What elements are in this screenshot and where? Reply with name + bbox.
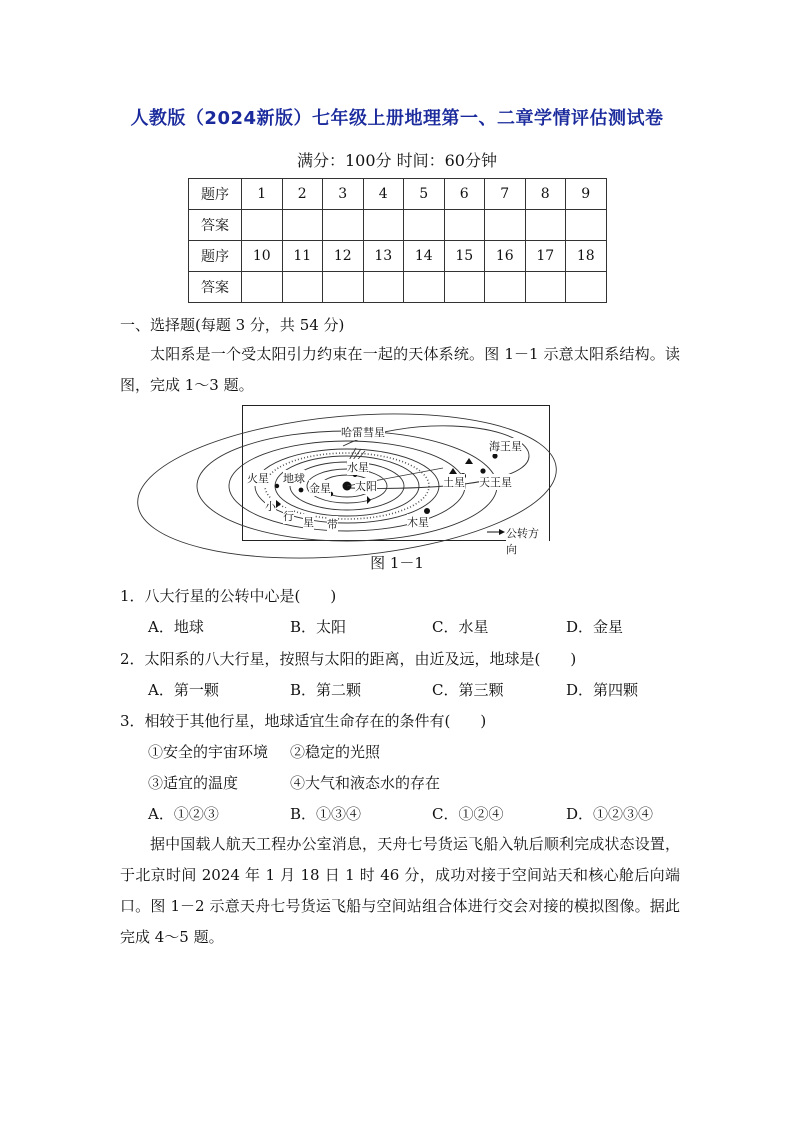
- label-neptune: 海王星: [489, 440, 522, 453]
- question-stem: 2．太阳系的八大行星，按照与太阳的距离，由近及远，地球是( ): [120, 650, 577, 668]
- question-number: 1: [242, 179, 283, 210]
- answer-cell[interactable]: [363, 272, 404, 303]
- answer-cell[interactable]: [525, 272, 566, 303]
- label-sun: 太阳: [355, 480, 377, 493]
- solar-system-figure: [242, 405, 550, 556]
- question-number: 16: [485, 241, 526, 272]
- question-number: 18: [566, 241, 607, 272]
- intro-paragraph-1: 太阳系是一个受太阳引力约束在一起的天体系统。图 1－1 示意太阳系结构。读图，完成 1～3 题。: [120, 345, 680, 394]
- option-a[interactable]: A．地球: [148, 618, 204, 636]
- option-b[interactable]: B．太阳: [290, 618, 347, 636]
- question-number: 11: [282, 241, 323, 272]
- answer-cell[interactable]: [566, 272, 607, 303]
- statement-3: ③适宜的温度: [148, 774, 239, 792]
- question-number: 9: [566, 179, 607, 210]
- table-row: [189, 210, 607, 241]
- answer-cell[interactable]: [525, 210, 566, 241]
- question-number: 2: [282, 179, 323, 210]
- answer-cell[interactable]: [323, 210, 364, 241]
- question-stem: 3．相较于其他行星，地球适宜生命存在的条件有( ): [120, 712, 487, 730]
- label-venus: 金星: [309, 482, 331, 495]
- intro-paragraph-2: 据中国载人航天工程办公室消息，天舟七号货运飞船入轨后顺利完成状态设置，于北京时间 2024 年 1 月 18 日 1 时 46 分，成功对接于空间站天和核心舱后向端口。图 1－2 示意天舟七号货运飞船与空间站组合体进行交会对接的模拟图像。据此完成 4～5 题。: [120, 835, 680, 946]
- row-label: 题序: [189, 241, 242, 272]
- table-row: [189, 179, 607, 210]
- answer-cell[interactable]: [404, 272, 445, 303]
- statement-1: ①安全的宇宙环境: [148, 743, 269, 761]
- page-title: 人教版（2024新版）七年级上册地理第一、二章学情评估测试卷: [130, 108, 664, 129]
- answer-cell[interactable]: [485, 272, 526, 303]
- answer-cell[interactable]: [282, 272, 323, 303]
- option-b[interactable]: B．第二颗: [290, 681, 362, 699]
- option-d[interactable]: D．金星: [566, 618, 624, 636]
- row-label: 答案: [189, 272, 242, 303]
- answer-cell[interactable]: [323, 272, 364, 303]
- option-c[interactable]: C．水星: [432, 618, 489, 636]
- answer-cell[interactable]: [485, 210, 526, 241]
- option-a[interactable]: A．第一颗: [148, 681, 219, 699]
- answer-cell[interactable]: [444, 272, 485, 303]
- label-asteroid-belt: 行: [283, 510, 294, 523]
- question-stem: 1．八大行星的公转中心是( ): [120, 587, 337, 605]
- label-asteroid-belt: 小: [265, 500, 276, 513]
- question-number: 17: [525, 241, 566, 272]
- option-d[interactable]: D．①②③④: [566, 805, 654, 823]
- question-number: 15: [444, 241, 485, 272]
- answer-cell[interactable]: [566, 210, 607, 241]
- question-number: 6: [444, 179, 485, 210]
- label-asteroid-belt: 带: [327, 518, 338, 531]
- table-row: [189, 241, 607, 272]
- option-c[interactable]: C．第三颗: [432, 681, 504, 699]
- answer-cell[interactable]: [363, 210, 404, 241]
- question-number: 14: [404, 241, 445, 272]
- question-number: 13: [363, 241, 404, 272]
- label-saturn: 土星: [443, 476, 465, 489]
- option-b[interactable]: B．①③④: [290, 805, 362, 823]
- section-heading: 一、选择题(每题 3 分，共 54 分): [120, 316, 345, 334]
- label-halley: 哈雷彗星: [341, 426, 385, 439]
- label-asteroid-belt: 星: [303, 516, 314, 529]
- statement-4: ④大气和液态水的存在: [290, 774, 441, 792]
- answer-cell[interactable]: [404, 210, 445, 241]
- question-number: 8: [525, 179, 566, 210]
- question-number: 4: [363, 179, 404, 210]
- option-a[interactable]: A．①②③: [148, 805, 219, 823]
- table-row: [189, 272, 607, 303]
- label-mercury: 水星: [347, 461, 369, 474]
- question-number: 5: [404, 179, 445, 210]
- answer-cell[interactable]: [242, 210, 283, 241]
- option-d[interactable]: D．第四颗: [566, 681, 639, 699]
- figure-caption: 图 1－1: [370, 554, 424, 572]
- label-uranus: 天王星: [479, 476, 512, 489]
- label-mars: 火星: [247, 472, 269, 485]
- row-label: 答案: [189, 210, 242, 241]
- option-c[interactable]: C．①②④: [432, 805, 504, 823]
- label-jupiter: 木星: [407, 516, 429, 529]
- row-label: 题序: [189, 179, 242, 210]
- legend-label: 公转方向: [506, 525, 549, 557]
- question-number: 12: [323, 241, 364, 272]
- question-number: 7: [485, 179, 526, 210]
- answer-cell[interactable]: [444, 210, 485, 241]
- question-number: 10: [242, 241, 283, 272]
- question-number: 3: [323, 179, 364, 210]
- statement-2: ②稳定的光照: [290, 743, 381, 761]
- exam-info: 满分：100分 时间：60分钟: [297, 151, 497, 170]
- label-earth: 地球: [283, 472, 305, 485]
- answer-cell[interactable]: [282, 210, 323, 241]
- answer-cell[interactable]: [242, 272, 283, 303]
- answer-table: [188, 178, 607, 303]
